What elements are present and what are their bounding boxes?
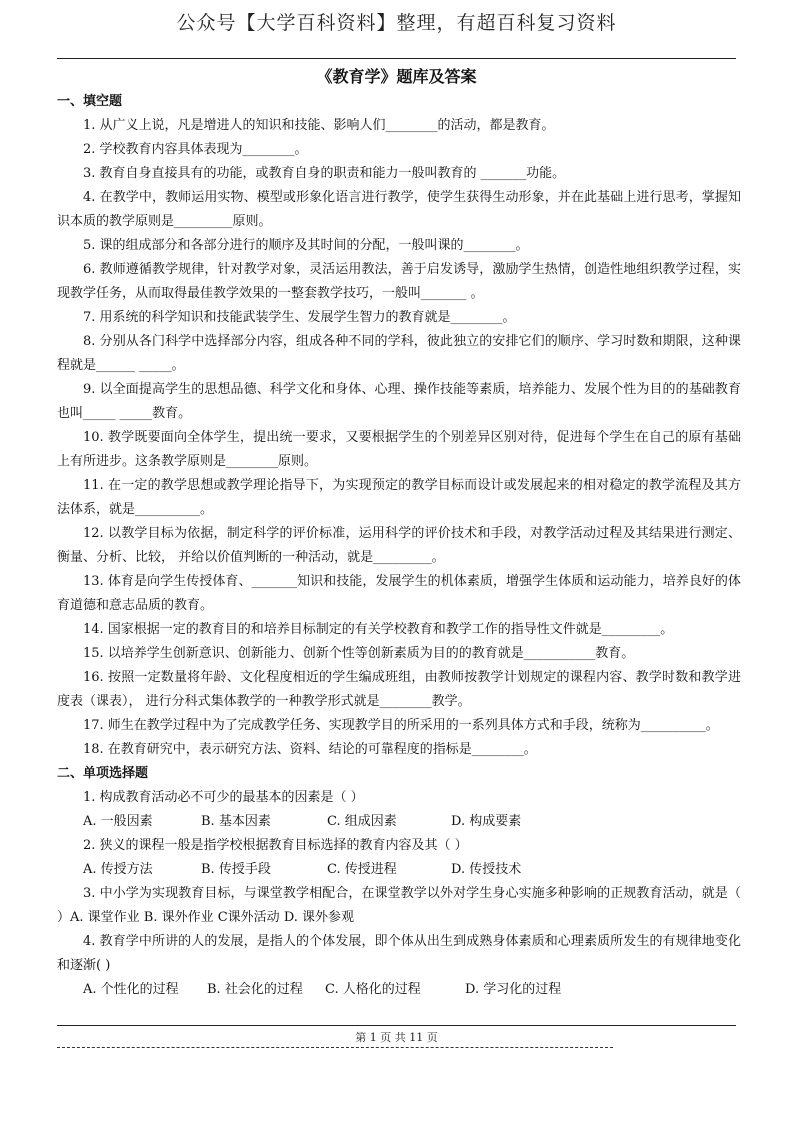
footer-divider bbox=[57, 1025, 736, 1026]
fill-question: 10. 教学既要面向全体学生，提出统一要求，又要根据学生的个别差异区别对待，促进每个学生在自己的原有基础上有所进步。这条教学原则是________原则。 bbox=[57, 430, 741, 469]
option-b: B. 传授手段 bbox=[201, 862, 271, 877]
fill-question: 17. 师生在教学过程中为了完成教学任务、实现教学目的所采用的一系列具体方式和手段，统称为__________。 bbox=[83, 718, 719, 733]
choice-question: 1. 构成教育活动必不可少的最基本的因素是（ ） bbox=[83, 790, 364, 805]
fill-question: 16. 按照一定数量将年龄、文化程度相近的学生编成班组，由教师按教学计划规定的课程内容、教学时数和教学进度表（课表）， 进行分科式集体教学的一种教学形式就是________教学。 bbox=[57, 670, 741, 709]
fill-question: 1. 从广义上说，凡是增进人的知识和技能、影响人们________的活动，都是教育。 bbox=[83, 118, 555, 133]
fill-question: 11. 在一定的教学思想或教学理论指导下，为实现预定的教学目标而设计或发展起来的相对稳定的教学流程及其方法体系，就是__________。 bbox=[57, 478, 741, 517]
option-a: A. 传授方法 bbox=[83, 862, 153, 877]
header-divider bbox=[57, 58, 736, 59]
fill-question: 5. 课的组成部分和各部分进行的顺序及其时间的分配，一般叫课的________。 bbox=[83, 238, 529, 253]
fill-question: 6. 教师遵循教学规律，针对教学对象，灵活运用教法，善于启发诱导，激励学生热情，创造性地组织教学过程，实现教学任务，从而取得最佳教学效果的一整套教学技巧，一般叫_______ 。 bbox=[57, 262, 741, 301]
fill-question: 4. 在教学中，教师运用实物、模型或形象化语言进行教学，使学生获得生动形象，并在此基础上进行思考，掌握知识本质的教学原则是_________原则。 bbox=[57, 190, 741, 229]
fill-question: 2. 学校教育内容具体表现为________。 bbox=[83, 142, 308, 157]
choice-options bbox=[57, 810, 741, 834]
choice-options bbox=[57, 978, 741, 1002]
fill-question: 9. 以全面提高学生的思想品德、科学文化和身体、心理、操作技能等素质，培养能力、发展个性为目的的基础教育也叫_____ _____教育。 bbox=[57, 382, 741, 421]
choice-question: 3. 中小学为实现教育目标，与课堂教学相配合，在课堂教学以外对学生身心实施多种影响的正规教育活动，就是（ ）A. 课堂作业 B. 课外作业 C课外活动 D. 课外参观 bbox=[57, 886, 741, 925]
document-body bbox=[57, 90, 741, 1002]
option-b: B. 社会化的过程 bbox=[207, 982, 303, 997]
option-b: B. 基本因素 bbox=[201, 814, 271, 829]
section-heading-fill: 一、填空题 bbox=[57, 94, 123, 109]
option-c: C. 传授进程 bbox=[327, 862, 397, 877]
fill-question: 13. 体育是向学生传授体育、_______知识和技能，发展学生的机体素质，增强学生体质和运动能力，培养良好的体育道德和意志品质的教育。 bbox=[57, 574, 741, 613]
fill-question: 7. 用系统的科学知识和技能武装学生、发展学生智力的教育就是________。 bbox=[83, 310, 516, 325]
option-d: D. 传授技术 bbox=[451, 862, 522, 877]
option-a: A. 一般因素 bbox=[83, 814, 153, 829]
fill-question: 12. 以教学目标为依据，制定科学的评价标准，运用科学的评价技术和手段，对教学活动过程及其结果进行测定、衡量、分析、比较， 并给以价值判断的一种活动，就是_________。 bbox=[57, 526, 741, 565]
option-d: D. 学习化的过程 bbox=[465, 982, 562, 997]
document-title: 《教育学》题库及答案 bbox=[316, 67, 477, 86]
dashed-separator bbox=[57, 1047, 613, 1048]
fill-question: 18. 在教育研究中，表示研究方法、资料、结论的可靠程度的指标是________。 bbox=[83, 742, 537, 757]
fill-question: 8. 分别从各门科学中选择部分内容，组成各种不同的学科，彼此独立的安排它们的顺序、学习时数和期限，这种课程就是______ _____。 bbox=[57, 334, 741, 373]
option-d: D. 构成要素 bbox=[451, 814, 522, 829]
choice-options bbox=[57, 858, 741, 882]
fill-question: 3. 教育自身直接具有的功能，或教育自身的职责和能力一般叫教育的 _______功能。 bbox=[83, 166, 566, 181]
fill-question: 14. 国家根据一定的教育目的和培养目标制定的有关学校教育和教学工作的指导性文件就是_________。 bbox=[83, 622, 674, 637]
option-a: A. 个性化的过程 bbox=[83, 982, 179, 997]
option-c: C. 人格化的过程 bbox=[325, 982, 421, 997]
fill-question: 15. 以培养学生创新意识、创新能力、创新个性等创新素质为目的的教育就是___________教育。 bbox=[83, 646, 635, 661]
page-header: 公众号【大学百科资料】整理，有超百科复习资料 bbox=[176, 12, 617, 34]
section-heading-choice: 二、单项选择题 bbox=[57, 766, 149, 781]
choice-question: 2. 狭义的课程一般是指学校根据教育目标选择的教育内容及其（ ） bbox=[83, 838, 468, 853]
page-number: 第 1 页 共 11 页 bbox=[355, 1031, 438, 1044]
option-c: C. 组成因素 bbox=[327, 814, 397, 829]
choice-question: 4. 教育学中所讲的人的发展，是指人的个体发展，即个体从出生到成熟身体素质和心理素质所发生的有规律地变化和逐渐( ) bbox=[57, 934, 741, 973]
